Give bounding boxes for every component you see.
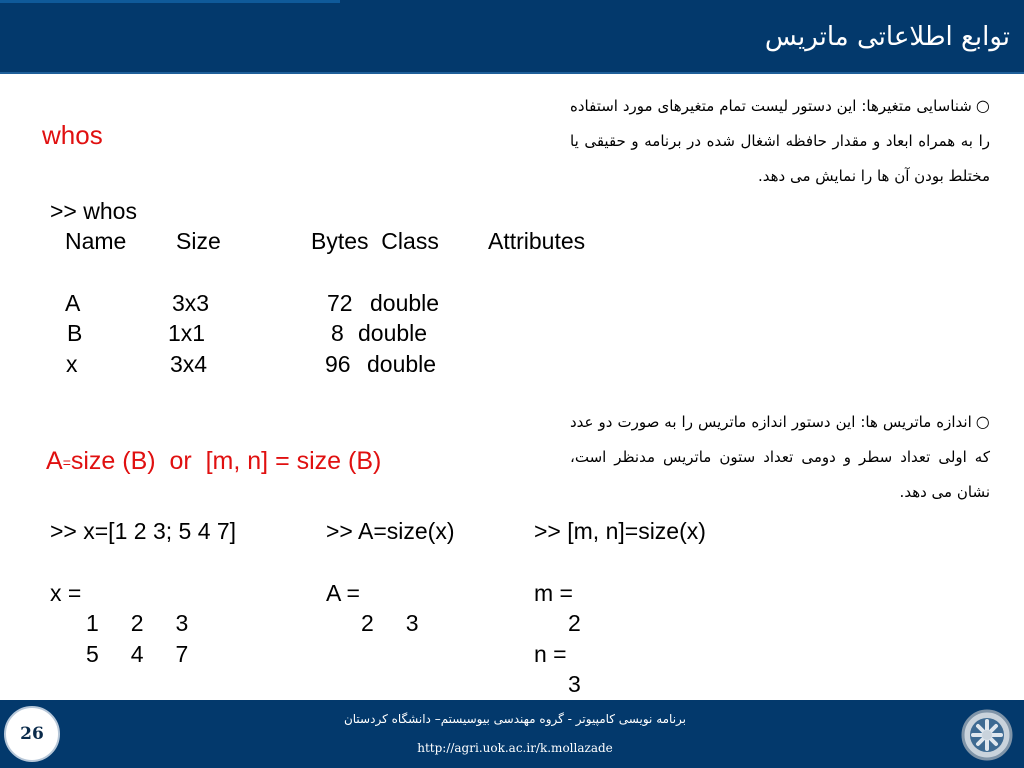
whos-row-name: B (67, 320, 83, 346)
col-header-name: Name (65, 228, 127, 254)
size-syntax-prefix: A (46, 447, 63, 475)
example3-n-label: n = (534, 641, 567, 667)
header-accent-line (0, 0, 340, 3)
example1-matrix-row: 5 4 7 (86, 641, 189, 667)
size-syntax-eq: = (62, 454, 71, 471)
bullet-icon: ○ (975, 96, 991, 115)
example2-output-label: A = (326, 580, 360, 606)
example1-output-label: x = (50, 580, 82, 606)
whos-row-class: double (370, 290, 440, 316)
bullet-icon: ○ (975, 412, 990, 431)
whos-command-label: whos (42, 120, 103, 150)
whos-description (570, 88, 990, 194)
whos-row-class: double (367, 351, 437, 377)
size-description (570, 404, 990, 510)
size-syntax-rest: size (B) or [m, n] = size (B) (70, 447, 382, 475)
whos-row-bytes: 72 (327, 290, 353, 316)
col-header-attributes: Attributes (488, 228, 586, 254)
page-number: 26 (4, 706, 60, 762)
whos-row-size: 3x3 (172, 290, 210, 316)
col-header-bytes-class: Bytes Class (311, 228, 439, 254)
example1-matrix-row: 1 2 3 (86, 610, 189, 636)
example2-command: >> A=size(x) (326, 518, 455, 544)
example3-n-value: 3 (568, 671, 581, 697)
example3-m-value: 2 (568, 610, 581, 636)
whos-row-class: double (358, 320, 428, 346)
university-logo-icon (960, 708, 1014, 762)
size-syntax (46, 447, 381, 476)
whos-row-name: x (66, 351, 78, 377)
slide-title: توابع اطلاعاتی ماتریس (764, 22, 1010, 52)
whos-row-bytes: 8 (331, 320, 344, 346)
example3-m-label: m = (534, 580, 573, 606)
whos-description-text: شناسایی متغیرها: این دستور لیست تمام متغیرهای مورد استفاده را به همراه ابعاد و مقدار حافظه اشغال شده در برنامه و حقیقی یا مختلط بودن آن ها را نمایش می دهد. (570, 97, 990, 185)
size-description-text: اندازه ماتریس ها: این دستور اندازه ماتریس را به صورت دو عدد که اولی تعداد سطر و دومی تعداد ستون ماتریس مدنظر است، نشان می دهد. (570, 413, 990, 501)
example2-result: 2 3 (361, 610, 419, 636)
footer-url[interactable]: http://agri.uok.ac.ir/k.mollazade (417, 741, 613, 755)
whos-row-size: 1x1 (168, 320, 206, 346)
example1-command: >> x=[1 2 3; 5 4 7] (50, 518, 237, 544)
whos-row-bytes: 96 (325, 351, 351, 377)
footer-bar (0, 700, 1024, 768)
header-bar (0, 0, 1024, 74)
footer-text: برنامه نویسی کامپیوتر - گروه مهندسی بیوسیستم– دانشگاه کردستان (343, 712, 687, 726)
whos-row-name: A (65, 290, 81, 316)
example3-command: >> [m, n]=size(x) (534, 518, 706, 544)
whos-row-size: 3x4 (170, 351, 208, 377)
col-header-size: Size (176, 228, 221, 254)
whos-prompt: >> whos (50, 198, 137, 224)
